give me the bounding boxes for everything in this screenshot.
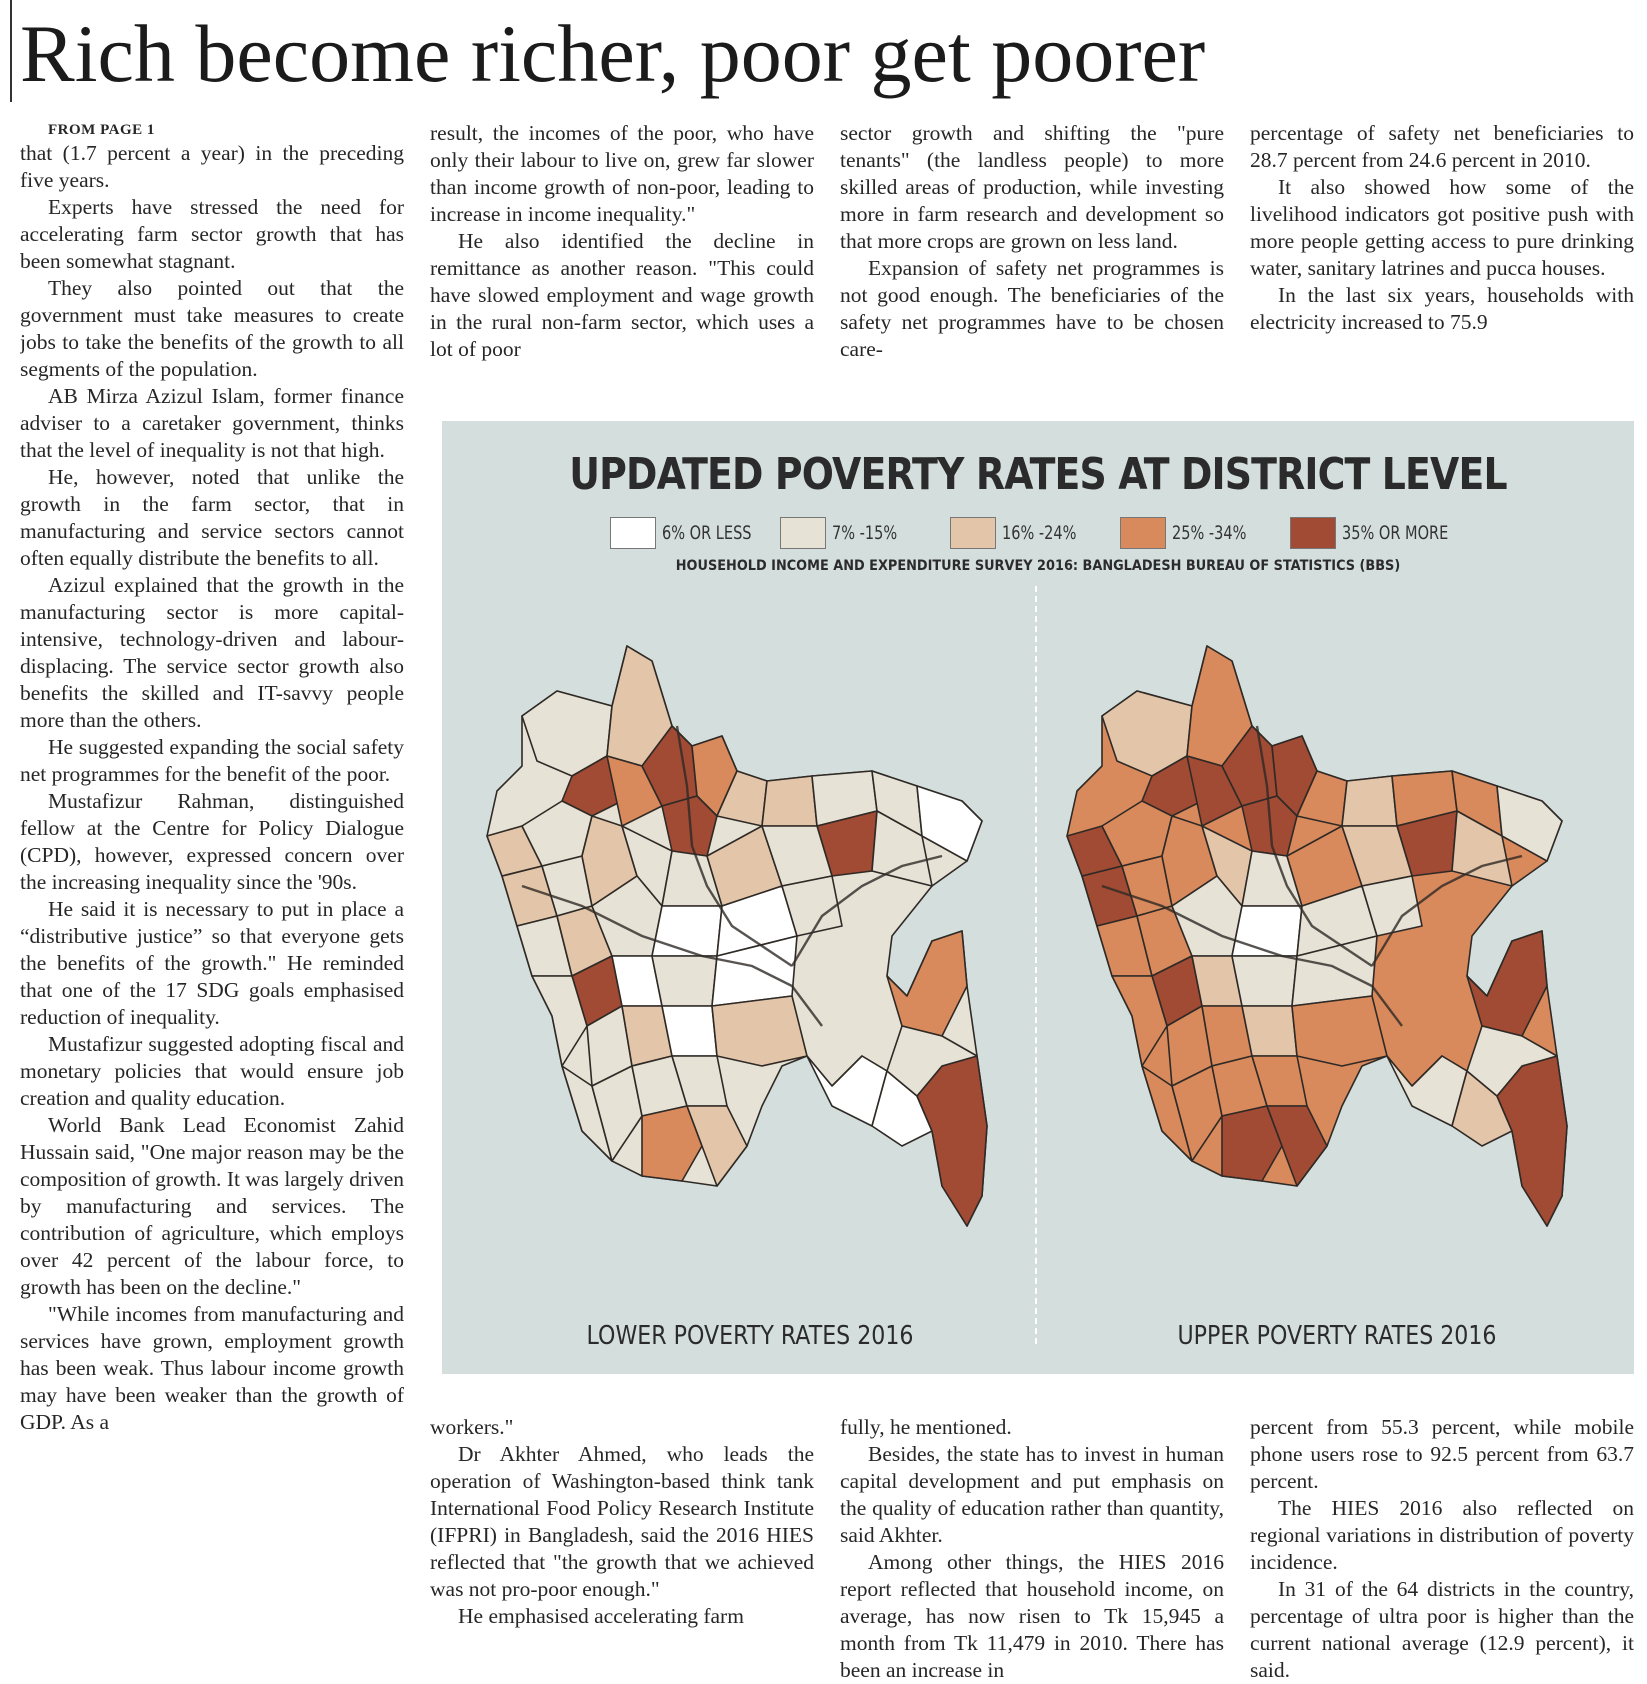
paragraph: that (1.7 percent a year) in the preceding five years. [20, 141, 404, 192]
legend-swatch [610, 517, 656, 549]
paragraph: World Bank Lead Economist Zahid Hussain said, "One major reason may be the composition of growth. It was largely driven by manufacturing and services. The contribution of agriculture, which employs over 42 percent of the labour force, to growth has been on the decline." [20, 1113, 404, 1299]
legend-item [780, 517, 936, 549]
district [1232, 956, 1297, 1006]
article-column-2-top [430, 120, 814, 390]
paragraph: AB Mirza Azizul Islam, former finance adviser to a caretaker government, thinks that the level of inequality is not that high. [20, 384, 404, 462]
poverty-map-graphic [442, 421, 1634, 1374]
paragraph: He said it is necessary to put in place a “distributive justice” so that everyone gets the benefits of the growth." He reminded that one of the 17 SDG goals emphasised reduction of inequality. [20, 897, 404, 1029]
article-column-3-top [840, 120, 1224, 390]
legend-label: 7% -15% [832, 522, 898, 544]
district [1242, 1006, 1297, 1056]
legend-item [1120, 517, 1276, 549]
district [1232, 906, 1302, 956]
graphic-title: UPDATED POVERTY RATES AT DISTRICT LEVEL [569, 449, 1507, 500]
district [1342, 776, 1397, 826]
legend-label: 25% -34% [1172, 522, 1247, 544]
paragraph: workers." [430, 1415, 514, 1439]
district [762, 776, 817, 826]
district [662, 1006, 717, 1056]
legend-item [1290, 517, 1449, 549]
paragraph: sector growth and shifting the "pure tenants" (the landless people) to more skilled areas of production, while investing more in farm research and development so that more crops are grown on less land. [840, 121, 1224, 253]
paragraph: In the last six years, households with electricity increased to 75.9 [1250, 283, 1634, 334]
paragraph: They also pointed out that the government must take measures to create jobs to take the benefits of the growth to all segments of the population. [20, 276, 404, 381]
paragraph: Mustafizur suggested adopting fiscal and monetary policies that would ensure job creation and quality education. [20, 1032, 404, 1110]
headline-rule [10, 0, 12, 102]
paragraph: Experts have stressed the need for accelerating farm sector growth that has been somewhat stagnant. [20, 195, 404, 273]
article-column-3-bottom [840, 1414, 1224, 1682]
paragraph: Dr Akhter Ahmed, who leads the operation of Washington-based think tank International Food Policy Research Institute (IFPRI) in Bangladesh, said the 2016 HIES reflected that "the growth that we achieved was not pro-poor enough." [430, 1442, 814, 1601]
paragraph: He, however, noted that unlike the growth in the farm sector, that in manufacturing and service sectors cannot often equally distribute the benefits to all. [20, 465, 404, 570]
district [652, 956, 717, 1006]
lower-map-caption: LOWER POVERTY RATES 2016 [586, 1321, 914, 1351]
legend-swatch [780, 517, 826, 549]
article-column-2-bottom [430, 1414, 814, 1682]
legend-swatch [950, 517, 996, 549]
article-column-4-top [1250, 120, 1634, 390]
legend-label: 35% OR MORE [1342, 522, 1449, 544]
paragraph: Mustafizur Rahman, distinguished fellow at the Centre for Policy Dialogue (CPD), however, expressed concern over the increasing inequality since the '90s. [20, 789, 404, 894]
paragraph: He also identified the decline in remittance as another reason. "This could have slowed employment and wage growth in the rural non-farm sector, which uses a lot of poor [430, 229, 814, 361]
district [652, 906, 722, 956]
graphic-source: HOUSEHOLD INCOME AND EXPENDITURE SURVEY 2016: BANGLADESH BUREAU OF STATISTICS (BBS) [675, 558, 1401, 574]
paragraph: Besides, the state has to invest in human capital development and put emphasis on the quality of education rather than quantity, said Akhter. [840, 1442, 1224, 1547]
paragraph: The HIES 2016 also reflected on regional variations in distribution of poverty incidence. [1250, 1496, 1634, 1574]
upper-map-caption: UPPER POVERTY RATES 2016 [1177, 1321, 1497, 1351]
paragraph: "While incomes from manufacturing and services have grown, employment growth has been weak. Thus labour income growth may have been weaker than the growth of GDP. As a [20, 1302, 404, 1434]
paragraph: In 31 of the 64 districts in the country, percentage of ultra poor is higher than the current national average (12.9 percent), it said. [1250, 1577, 1634, 1682]
article-column-1-top [20, 120, 404, 1680]
paragraph: result, the incomes of the poor, who have only their labour to live on, grew far slower than income growth of non-poor, leading to increase in income inequality." [430, 121, 814, 226]
paragraph: Azizul explained that the growth in the manufacturing sector is more capital-intensive, technology-driven and labour-displacing. The service sector growth also benefits the skilled and IT-savvy people more than the others. [20, 573, 404, 732]
legend-item [950, 517, 1106, 549]
paragraph: He suggested expanding the social safety net programmes for the benefit of the poor. [20, 735, 404, 786]
kicker: FROM PAGE 1 [48, 122, 155, 138]
paragraph: fully, he mentioned. [840, 1415, 1012, 1439]
district [1292, 996, 1387, 1066]
upper-poverty-map [1042, 586, 1622, 1306]
paragraph: Among other things, the HIES 2016 report reflected that household income, on average, has now risen to Tk 15,945 a month from Tk 11,479 in 2010. There has been an increase in [840, 1550, 1224, 1682]
legend-label: 6% OR LESS [662, 522, 752, 544]
legend-swatch [1120, 517, 1166, 549]
lower-poverty-map [462, 586, 1042, 1306]
legend-label: 16% -24% [1002, 522, 1077, 544]
legend-swatch [1290, 517, 1336, 549]
article-column-4-bottom [1250, 1414, 1634, 1682]
legend [610, 517, 1449, 549]
paragraph: It also showed how some of the livelihood indicators got positive push with more people getting access to pure drinking water, sanitary latrines and pucca houses. [1250, 175, 1634, 280]
legend-item [610, 517, 766, 549]
district [712, 996, 807, 1066]
paragraph: percentage of safety net beneficiaries to 28.7 percent from 24.6 percent in 2010. [1250, 121, 1634, 172]
headline: Rich become richer, poor get poorer [20, 8, 1206, 99]
paragraph: He emphasised accelerating farm [458, 1604, 744, 1628]
paragraph: Expansion of safety net programmes is not good enough. The beneficiaries of the safety net programmes have to be chosen care- [840, 256, 1224, 361]
paragraph: percent from 55.3 percent, while mobile phone users rose to 92.5 percent from 63.7 percent. [1250, 1415, 1634, 1493]
